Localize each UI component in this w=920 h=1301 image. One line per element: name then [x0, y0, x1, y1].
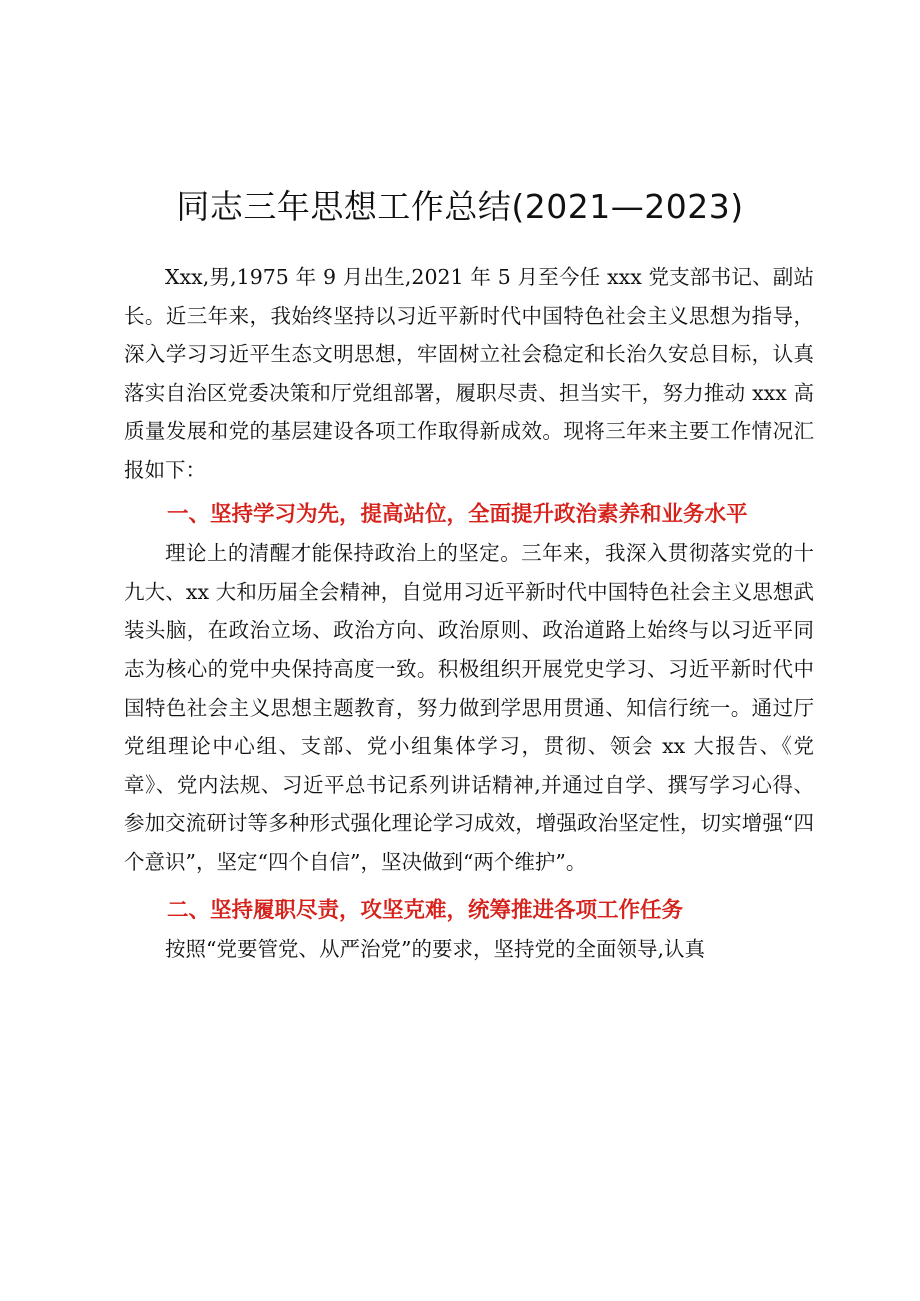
intro-paragraph: Xxx,男,1975 年 9 月出生,2021 年 5 月至今任 xxx 党支部书记、副站长。近三年来，我始终坚持以习近平新时代中国特色社会主义思想为指导，深入学习习近平生态文明思想，牢固树立社会稳定和长治久安总目标，认真落实自治区党委决策和厅党组部署，履职尽责、担当实干，努力推动 xxx 高质量发展和党的基层建设各项工作取得新成效。现将三年来主要工作情况汇报如下：: [124, 265, 814, 482]
section-heading-2: 二、坚持履职尽责，攻坚克难，统筹推进各项工作任务: [167, 897, 684, 923]
section-1-paragraph: 理论上的清醒才能保持政治上的坚定。三年来，我深入贯彻落实党的十九大、xx 大和历届全会精神，自觉用习近平新时代中国特色社会主义思想武装头脑，在政治立场、政治方向、政治原则、政治道路上始终与以习近平同志为核心的党中央保持高度一致。积极组织开展党史学习、习近平新时代中国特色社会主义思想主题教育，努力做到学思用贯通、知信行统一。通过厅党组理论中心组、支部、党小组集体学习，贯彻、领会 xx 大报告、《党章》、党内法规、习近平总书记系列讲话精神,并通过自学、撰写学习心得、参加交流研讨等多种形式强化理论学习成效，增强政治坚定性，切实增强“四个意识”，坚定“四个自信”，坚决做到“两个维护”。: [124, 541, 814, 874]
document-title: 同志三年思想工作总结(2021—2023): [176, 187, 744, 226]
section-2-paragraph: 按照“党要管党、从严治党”的要求，坚持党的全面领导,认真: [165, 937, 705, 962]
section-heading-1: 一、坚持学习为先，提高站位，全面提升政治素养和业务水平: [167, 501, 748, 527]
document-body: [124, 258, 814, 969]
